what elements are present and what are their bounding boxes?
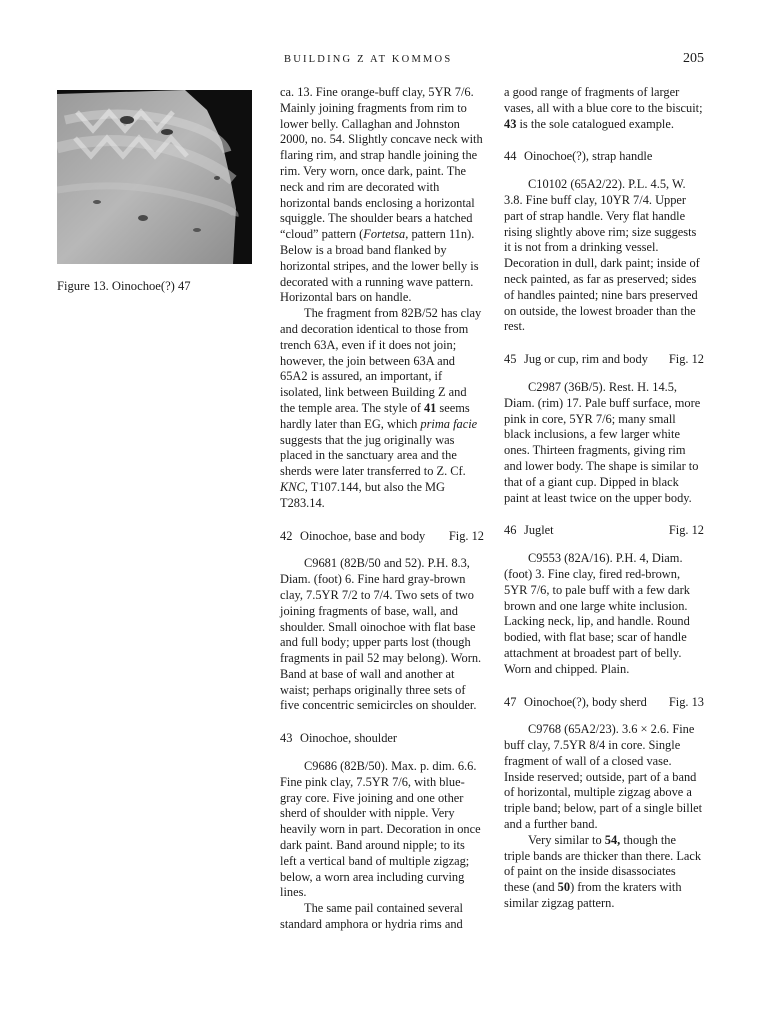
entry-body bbox=[504, 177, 704, 335]
entry-heading bbox=[504, 523, 704, 539]
running-head: BUILDING Z AT KOMMOS bbox=[284, 54, 453, 65]
entry-heading bbox=[504, 695, 704, 711]
column-1-intro bbox=[280, 85, 484, 512]
entry-number: 47 bbox=[504, 694, 517, 709]
entry-body bbox=[280, 759, 484, 933]
figure-reference: Fig. 12 bbox=[668, 352, 704, 367]
entry-paragraph: C2987 (36B/5). Rest. H. 14.5, Diam. (rim) 17. Pale buff surface, more pink in core, 5YR 7/6; many small black inclusions, a few larger white ones. Thirteen fragments, giving rim and lower body. The shape is similar to that of a giant cup. Dipped in black paint at least twice on the upper body. bbox=[504, 379, 701, 505]
entry-paragraph: Very similar to 54, though the triple bands are thicker than there. Lack of paint on the inside disassociates these (and 50) from the kraters with similar zigzag pattern. bbox=[504, 832, 702, 911]
text-column-1 bbox=[280, 85, 484, 933]
entry-paragraph: C9768 (65A2/23). 3.6 × 2.6. Fine buff clay, 7.5YR 8/4 in core. Single fragment of wall of a closed vase. Inside reserved; outside, part of a band of horizontal, multiple zigzag above a triple band; below, part of a single billet and a further band. bbox=[504, 722, 703, 832]
entry-number: 46 bbox=[504, 523, 517, 538]
entry-title: Jug or cup, rim and body bbox=[524, 352, 648, 367]
figure-reference: Fig. 13 bbox=[668, 694, 704, 709]
column-2-intro bbox=[504, 85, 704, 132]
catalog-entry bbox=[504, 352, 704, 506]
entry-title: Oinochoe(?), strap handle bbox=[524, 149, 653, 164]
entry-paragraph: The same pail contained several standard amphora or hydria rims and bbox=[280, 901, 463, 932]
figure-reference: Fig. 12 bbox=[668, 523, 704, 538]
entry-number: 42 bbox=[280, 528, 293, 543]
entry-title: Oinochoe(?), body sherd bbox=[524, 694, 647, 709]
entry-title: Juglet bbox=[524, 523, 554, 538]
entry-heading bbox=[504, 149, 704, 165]
entry-title: Oinochoe, shoulder bbox=[300, 731, 398, 746]
catalog-entry bbox=[280, 529, 484, 715]
catalog-entry bbox=[280, 731, 484, 933]
entry-paragraph: C10102 (65A2/22). P.L. 4.5, W. 3.8. Fine buff clay, 10YR 7/4. Upper part of strap handle. Very flat handle rising slightly above rim; size suggests it is not from a drinking vessel. Decoration in dull, dark paint; inside of neck painted, as far as preserved; sides of handles painted; nine bars preserved on outside, the lowest broader than the rest. bbox=[504, 177, 700, 334]
sherd-photo-image bbox=[57, 90, 252, 264]
body-paragraph: a good range of fragments of larger vases, all with a blue core to the biscuit; 43 is the sole catalogued example. bbox=[504, 85, 703, 131]
column-1-entries bbox=[280, 529, 484, 933]
catalog-entry bbox=[504, 695, 704, 912]
entry-heading bbox=[504, 352, 704, 368]
entry-paragraph: C9686 (82B/50). Max. p. dim. 6.6. Fine pink clay, 7.5YR 7/6, with blue-gray core. Five joining and one other sherd of shoulder with nipple. Very heavily worn in part. Decoration in once dark paint. Band around nipple; to its left a vertical band of multiple zigzag; below, a worn area including curving lines. bbox=[280, 759, 481, 900]
text-column-2 bbox=[504, 85, 704, 912]
page-number: 205 bbox=[683, 51, 704, 66]
column-2-entries bbox=[504, 149, 704, 911]
figure-caption: Figure 13. Oinochoe(?) 47 bbox=[57, 279, 191, 293]
entry-number: 43 bbox=[280, 731, 293, 746]
catalog-entry bbox=[504, 149, 704, 335]
entry-paragraph: C9681 (82B/50 and 52). P.H. 8.3, Diam. (foot) 6. Fine hard gray-brown clay, 7.5YR 7/2 to 7/4. Two sets of two joining fragments of base, wall, and shoulder. Small oinochoe with flat base and full body; upper parts lost (though fragments in pail 52 may belong). Worn. Band at base of wall and another at waist; perhaps originally three sets of five concentric semicircles on shoulder. bbox=[280, 556, 482, 713]
entry-title: Oinochoe, base and body bbox=[300, 528, 426, 543]
entry-number: 45 bbox=[504, 352, 517, 367]
entry-heading bbox=[280, 731, 484, 747]
catalog-entry bbox=[504, 523, 704, 677]
entry-body bbox=[504, 551, 704, 677]
entry-body bbox=[504, 722, 704, 912]
page-header bbox=[0, 51, 760, 70]
body-paragraph: The fragment from 82B/52 has clay and decoration identical to those from trench 63A, even if it does not join; however, the join between 63A and 65A2 is assured, an important, if isolated, link between Building Z and the temple area. The style of 41 seems hardly later than EG, which prima facie suggests that the jug originally was placed in the sanctuary area and the sherds were later transferred to Z. Cf. KNC, T107.144, but also the MG T283.14. bbox=[280, 306, 482, 510]
entry-body bbox=[504, 380, 704, 506]
figure-photo bbox=[57, 90, 252, 264]
entry-body bbox=[280, 556, 484, 714]
figure-reference: Fig. 12 bbox=[448, 528, 484, 543]
entry-heading bbox=[280, 529, 484, 545]
entry-number: 44 bbox=[504, 149, 517, 164]
entry-paragraph: C9553 (82A/16). P.H. 4, Diam. (foot) 3. Fine clay, fired red-brown, 5YR 7/6, to pale buff with a few dark brown and one large white inclusion. Lacking neck, lip, and handle. Round bodied, with flat base; scar of handle attachment at broadest part of belly. Worn and chipped. Plain. bbox=[504, 551, 690, 676]
body-paragraph: ca. 13. Fine orange-buff clay, 5YR 7/6. Mainly joining fragments from rim to lower belly. Callaghan and Johnston 2000, no. 54. Slightly concave neck with flaring rim, and strap handle joining the rim. Very worn, once dark, paint. The neck and rim are decorated with horizontal bands enclosing a horizontal squiggle. The shoulder bears a hatched “cloud” pattern (Fortetsa, pattern 11n). Below is a broad band flanked by horizontal stripes, and the lower belly is decorated with a running wave pattern. Horizontal bars on handle. bbox=[280, 85, 483, 305]
